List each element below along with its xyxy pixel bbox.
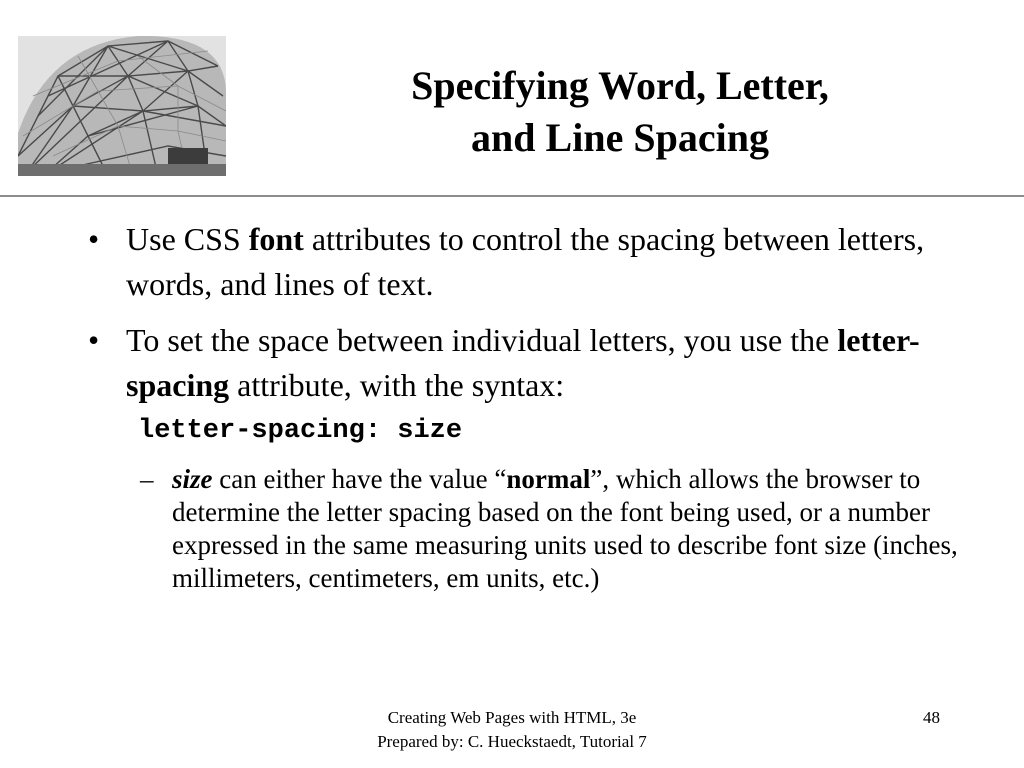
slide-page-number: 48 bbox=[923, 708, 940, 727]
bullet-text: To set the space between individual letters, you use the bbox=[126, 322, 838, 358]
bullet-bold-term: font bbox=[248, 221, 304, 257]
slide-title-line-1: Specifying Word, Letter, bbox=[411, 63, 829, 108]
geodesic-dome-photo-icon bbox=[18, 36, 226, 176]
bullet-item-letter-spacing bbox=[88, 318, 968, 408]
footer-book-title: Creating Web Pages with HTML, 3e bbox=[387, 708, 637, 727]
bullet-text: attributes to control the spacing between letters, words, and lines of text. bbox=[126, 221, 925, 302]
footer-author: Prepared by: C. Hueckstaedt, Tutorial 7 bbox=[377, 732, 647, 751]
sub-bullet-size bbox=[140, 463, 968, 595]
sub-bullet-text: can either have the value “ bbox=[212, 464, 507, 494]
sub-bullet-marker: – bbox=[140, 464, 154, 494]
bullet-marker: • bbox=[88, 322, 100, 358]
slide-footer bbox=[300, 706, 724, 754]
slide-title bbox=[300, 60, 940, 164]
sub-bullet-italic-term: size bbox=[172, 464, 213, 494]
bullet-text: Use CSS bbox=[126, 221, 249, 257]
bullet-text: attribute, with the syntax: bbox=[229, 367, 565, 403]
slide-logo-image bbox=[18, 36, 226, 176]
syntax-code: letter-spacing: size bbox=[138, 416, 463, 446]
title-divider bbox=[0, 195, 1024, 197]
sub-bullet-text: ”, which allows the browser to determine the letter spacing based on the font being used, or a number expressed in the same measuring units used to describe font size (inches, millimeters, centimeters, em units, etc.) bbox=[172, 464, 958, 593]
sub-bullet-bold-term: normal bbox=[506, 464, 591, 494]
slide-body bbox=[88, 217, 968, 595]
bullet-item-css-font bbox=[88, 217, 968, 307]
bullet-bold-term: letter-spacing bbox=[126, 322, 920, 403]
slide-title-line-2: and Line Spacing bbox=[471, 115, 769, 160]
bullet-marker: • bbox=[88, 221, 100, 257]
